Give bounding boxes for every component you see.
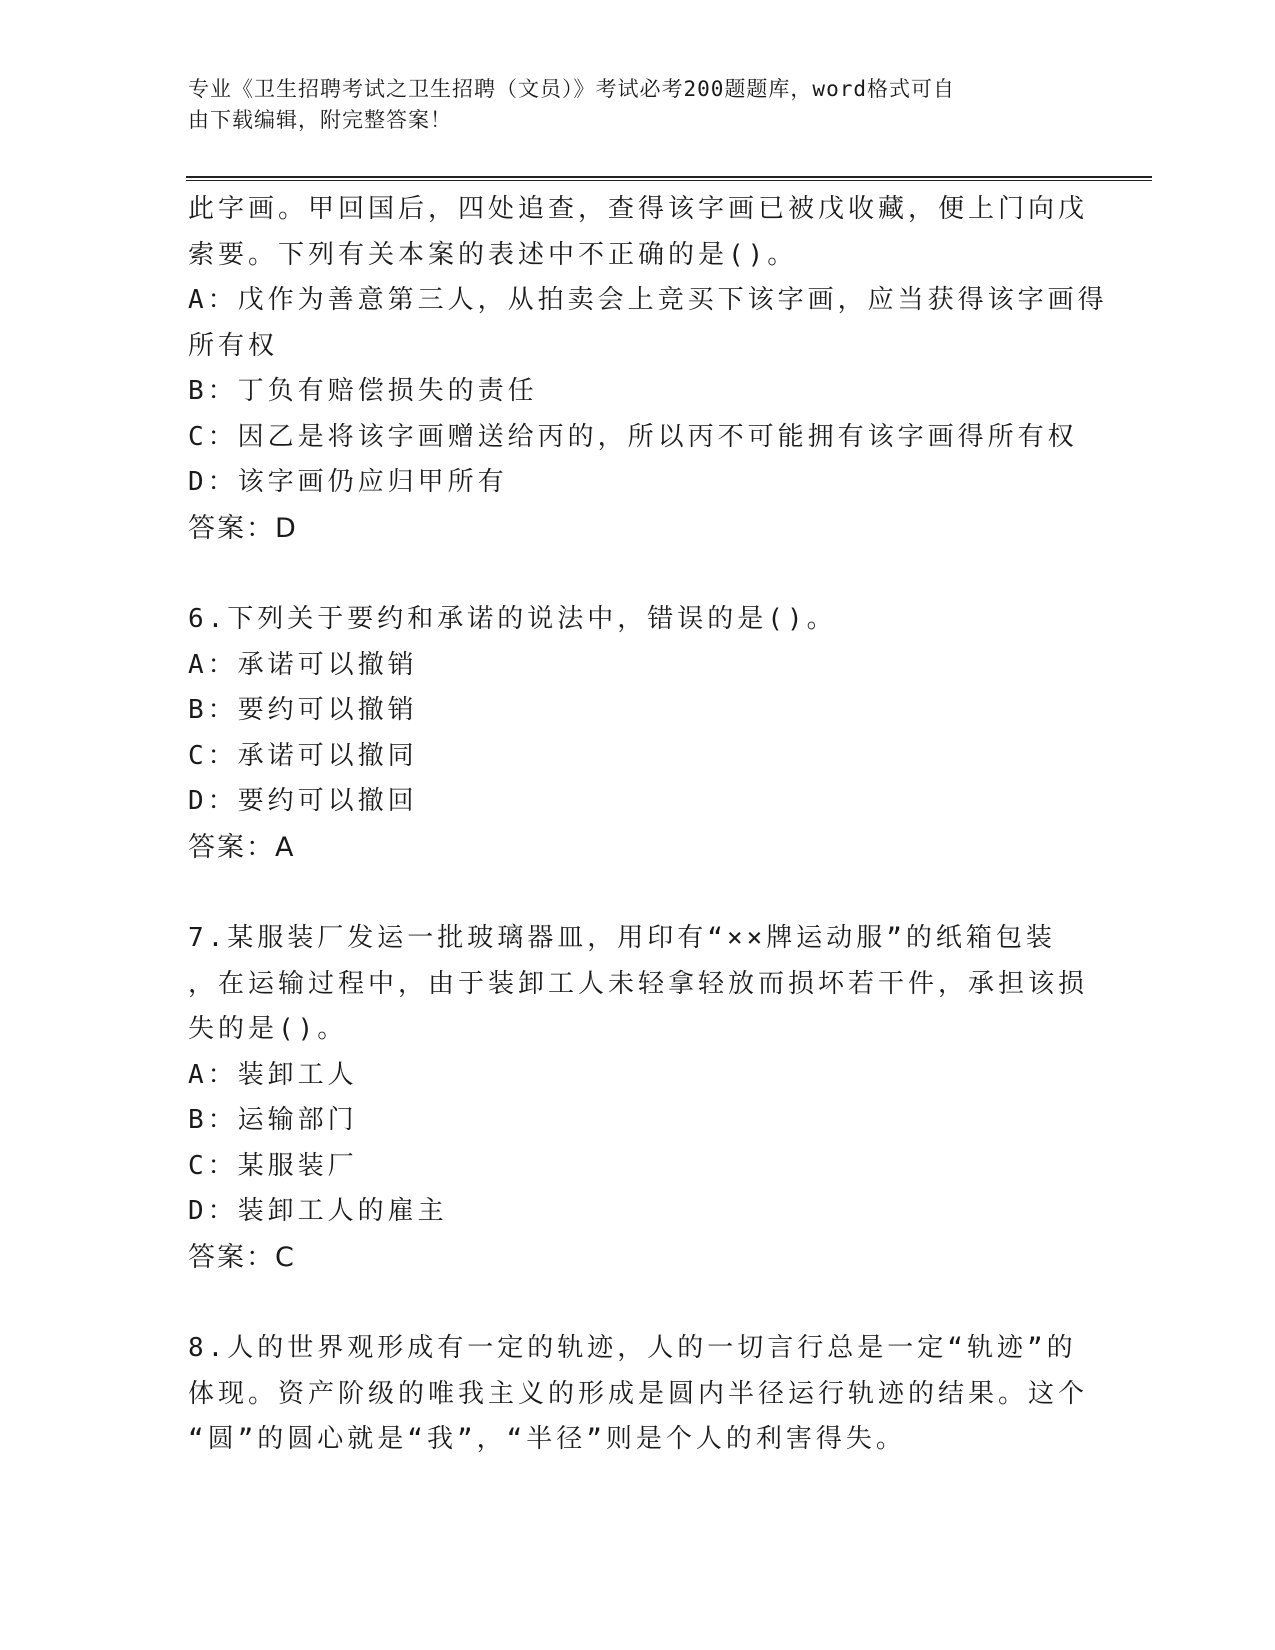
option-a: A：承诺可以撤销 bbox=[188, 649, 418, 680]
option-d: D：该字画仍应归甲所有 bbox=[188, 467, 508, 497]
option-c: C：因乙是将该字画赠送给丙的，所以丙不可能拥有该字画得所有权 bbox=[188, 421, 1078, 452]
question-stem-line: 8.人的世界观形成有一定的轨迹，人的一切言行总是一定“轨迹”的 bbox=[188, 1333, 1077, 1363]
header-line-1: 专业《卫生招聘考试之卫生招聘（文员）》考试必考200题题库，word格式可自 bbox=[188, 77, 955, 101]
answer: 答案：D bbox=[188, 512, 298, 544]
answer: 答案：C bbox=[188, 1241, 296, 1273]
option-d: D：装卸工人的雇主 bbox=[188, 1196, 448, 1226]
question-stem-line: 6.下列关于要约和承诺的说法中，错误的是()。 bbox=[188, 604, 837, 634]
option-b: B：运输部门 bbox=[188, 1105, 358, 1135]
question-stem-line: 失的是()。 bbox=[188, 1014, 348, 1044]
question-stem-line: 体现。资产阶级的唯我主义的形成是圆内半径运行轨迹的结果。这个 bbox=[188, 1378, 1089, 1409]
question-list bbox=[188, 187, 1108, 1463]
question-stem-line: “圆”的圆心就是“我”，“半径”则是个人的利害得失。 bbox=[188, 1424, 906, 1454]
option-b: B：丁负有赔偿损失的责任 bbox=[188, 376, 538, 406]
question-stem-line: ，在运输过程中，由于装卸工人未轻拿轻放而损坏若干件，承担该损 bbox=[188, 968, 1089, 999]
question-8 bbox=[188, 1326, 1088, 1463]
answer: 答案：A bbox=[188, 831, 296, 863]
question-5 bbox=[188, 187, 1108, 551]
option-c: C：某服装厂 bbox=[188, 1150, 358, 1181]
question-7 bbox=[188, 916, 1088, 1280]
question-stem-line: 此字画。甲回国后，四处追查，查得该字画已被戊收藏，便上门向戊 bbox=[188, 194, 1089, 224]
option-a-continued: 所有权 bbox=[188, 330, 279, 361]
header-divider bbox=[186, 176, 1152, 181]
document-header bbox=[188, 74, 1068, 136]
question-stem-line: 7.某服装厂发运一批玻璃器皿，用印有“××牌运动服”的纸箱包装 bbox=[188, 923, 1056, 953]
question-6 bbox=[188, 597, 1088, 870]
option-c: C：承诺可以撤同 bbox=[188, 740, 418, 771]
question-stem-line: 索要。下列有关本案的表述中不正确的是()。 bbox=[188, 239, 798, 270]
option-a: A：戊作为善意第三人，从拍卖会上竞买下该字画，应当获得该字画得 bbox=[188, 285, 1108, 315]
option-d: D：要约可以撤回 bbox=[188, 786, 418, 816]
header-line-2: 由下载编辑，附完整答案！ bbox=[188, 108, 452, 132]
option-b: B：要约可以撤销 bbox=[188, 695, 418, 725]
option-a: A：装卸工人 bbox=[188, 1059, 358, 1090]
